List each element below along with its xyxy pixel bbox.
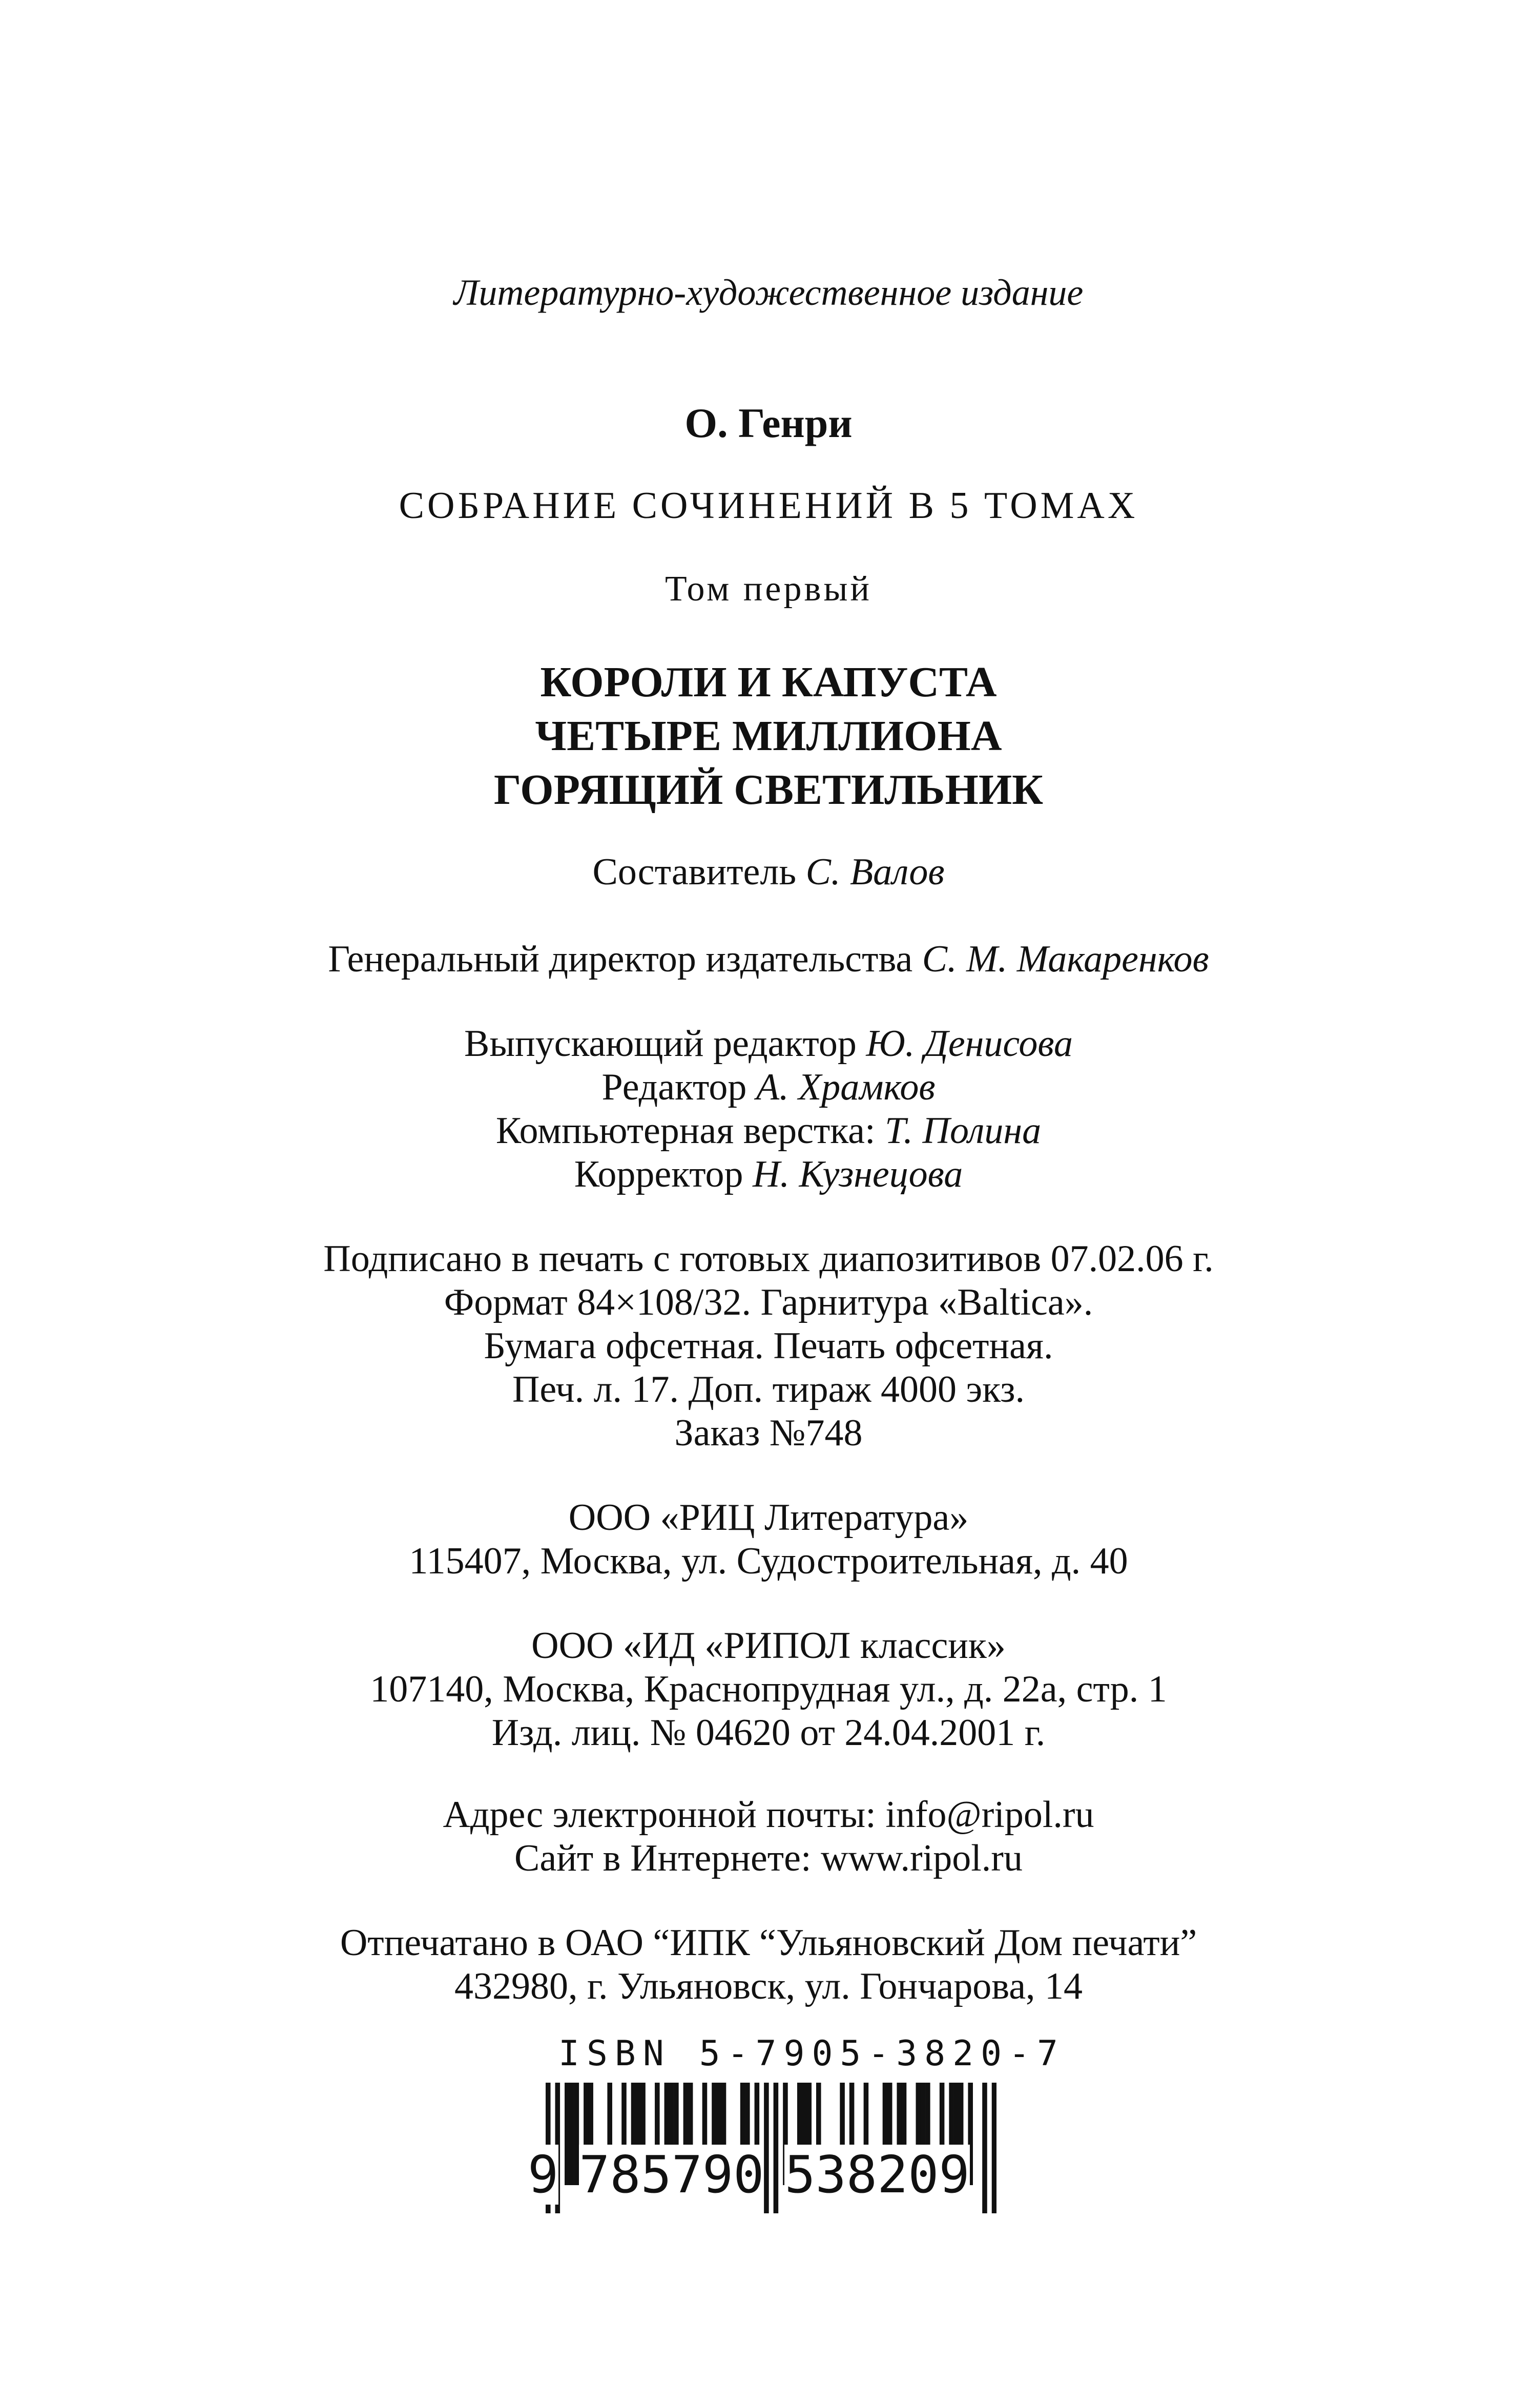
- book-title-1: КОРОЛИ И КАПУСТА: [540, 658, 997, 706]
- contact-line: Адрес электронной почты: info@ripol.ru: [443, 1794, 1094, 1836]
- book-title-2: ЧЕТЫРЕ МИЛЛИОНА: [535, 712, 1002, 760]
- credit-person: Ю. Денисова: [866, 1023, 1073, 1065]
- series-title: СОБРАНИЕ СОЧИНЕНИЙ В 5 ТОМАХ: [399, 485, 1138, 527]
- credit-director: [0, 940, 1537, 978]
- credit-role: Генеральный директор издательства: [328, 938, 913, 980]
- credit-role: Составитель: [592, 851, 797, 893]
- barcode-bar: [992, 2083, 996, 2213]
- print-info-line: Бумага офсетная. Печать офсетная.: [484, 1325, 1053, 1367]
- credit-person: Т. Полина: [885, 1110, 1042, 1152]
- printer-line: 432980, г. Ульяновск, ул. Гончарова, 14: [454, 1965, 1083, 2007]
- publisher-2-line: Изд. лиц. № 04620 от 24.04.2001 г.: [491, 1712, 1046, 1754]
- credit-role: Корректор: [574, 1153, 743, 1195]
- author-name: О. Генри: [684, 400, 853, 446]
- credit-layout: [0, 1112, 1537, 1150]
- credit-role: Выпускающий редактор: [464, 1023, 857, 1065]
- print-info-line: Заказ №748: [674, 1412, 863, 1454]
- credit-executive-editor: [0, 1025, 1537, 1063]
- credit-person: С. М. Макаренков: [922, 938, 1209, 980]
- ean-first-digit: 9: [528, 2145, 559, 2205]
- ean-digits: [528, 2145, 970, 2205]
- book-title-3: ГОРЯЩИЙ СВЕТИЛЬНИК: [493, 766, 1044, 814]
- credit-person: С. Валов: [805, 851, 945, 893]
- credit-proofreader: [0, 1155, 1537, 1193]
- edition-type: Литературно-художественное издание: [453, 272, 1084, 313]
- contact-line: Сайт в Интернете: www.ripol.ru: [514, 1837, 1023, 1879]
- barcode-bar: [982, 2083, 987, 2213]
- credit-person: А. Храмков: [756, 1066, 936, 1108]
- publisher-2-line: 107140, Москва, Краснопрудная ул., д. 22а, стр. 1: [370, 1668, 1167, 1710]
- isbn-label: ISBN 5-7905-3820-7: [558, 2033, 1065, 2074]
- print-info-line: Подписано в печать с готовых диапозитивов 07.02.06 г.: [323, 1238, 1214, 1280]
- publisher-1-line: 115407, Москва, ул. Судостроительная, д. 40: [409, 1540, 1128, 1582]
- credit-compiler: [0, 853, 1537, 891]
- ean-left-group: 785790: [579, 2145, 764, 2205]
- printer-line: Отпечатано в ОАО “ИПК “Ульяновский Дом печати”: [340, 1922, 1197, 1964]
- credit-editor: [0, 1068, 1537, 1106]
- print-info-line: Формат 84×108/32. Гарнитура «Baltica».: [444, 1281, 1093, 1323]
- publisher-2-line: ООО «ИД «РИПОЛ классик»: [531, 1625, 1006, 1667]
- publisher-1-line: ООО «РИЦ Литература»: [568, 1497, 969, 1539]
- volume-label: Том первый: [664, 569, 873, 609]
- credit-role: Редактор: [601, 1066, 747, 1108]
- credit-person: Н. Кузнецова: [753, 1153, 963, 1195]
- print-info-line: Печ. л. 17. Доп. тираж 4000 экз.: [512, 1368, 1025, 1410]
- credit-role: Компьютерная верстка:: [495, 1110, 876, 1152]
- ean-right-group: 538209: [784, 2145, 970, 2205]
